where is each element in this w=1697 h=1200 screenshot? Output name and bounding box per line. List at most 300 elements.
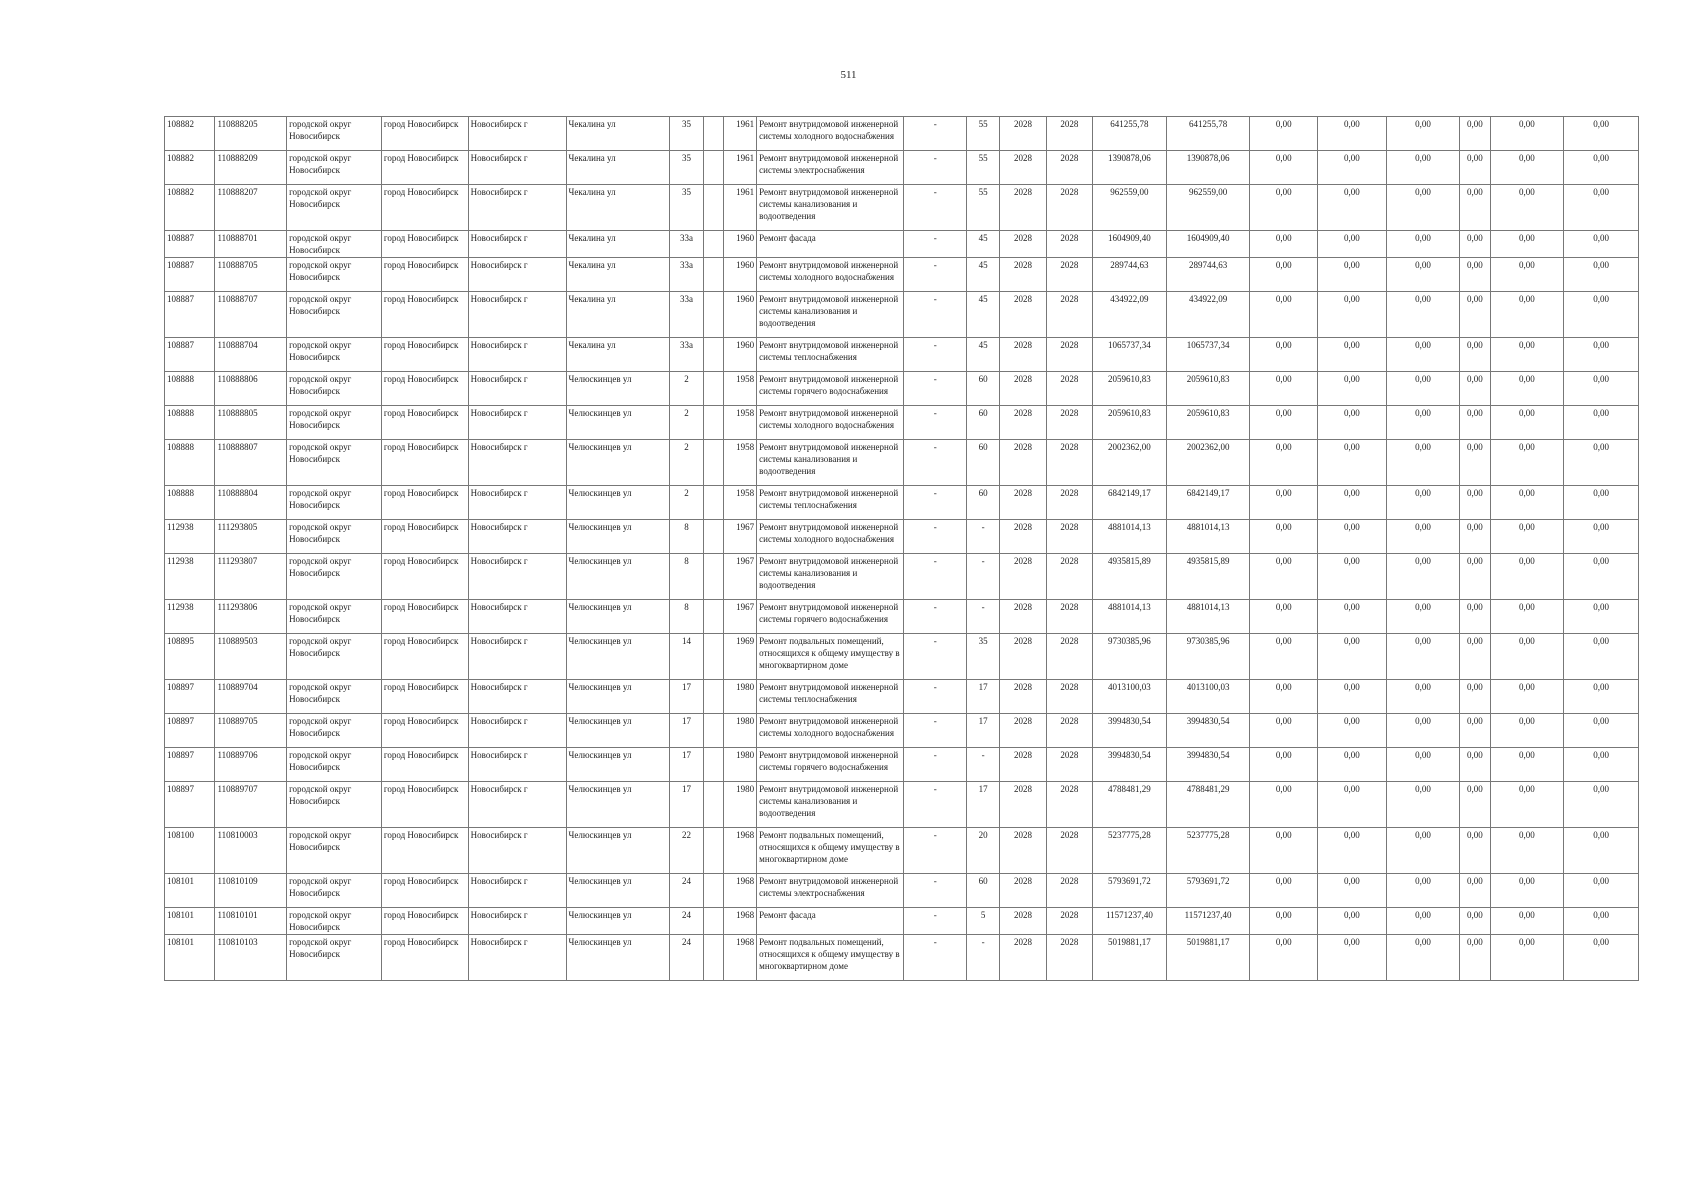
fund-1-cell: 0,00 xyxy=(1250,292,1318,338)
work-code-cell: 110810003 xyxy=(215,828,287,874)
wear-cell: 17 xyxy=(966,680,999,714)
plan-year-cell: 2028 xyxy=(1000,151,1046,185)
fund-3-cell: 0,00 xyxy=(1386,338,1460,372)
work-type-cell: Ремонт фасада xyxy=(757,908,904,935)
table-row xyxy=(165,554,1639,600)
work-type-cell: Ремонт внутридомовой инженерной системы горячего водоснабжения xyxy=(757,372,904,406)
municipal-district-cell: городской округ Новосибирск xyxy=(287,634,382,680)
table-row xyxy=(165,828,1639,874)
settlement-cell: город Новосибирск xyxy=(381,117,468,151)
settlement-cell: город Новосибирск xyxy=(381,338,468,372)
year-cell: 1967 xyxy=(723,554,756,600)
plan-year-cell: 2028 xyxy=(1000,520,1046,554)
settlement-cell: город Новосибирск xyxy=(381,600,468,634)
row-id-cell: 108887 xyxy=(165,338,215,372)
fund-3-cell: 0,00 xyxy=(1386,634,1460,680)
work-code-cell: 110810109 xyxy=(215,874,287,908)
work-code-cell: 110888701 xyxy=(215,231,287,258)
dash-cell: - xyxy=(904,874,967,908)
year-cell: 1958 xyxy=(723,406,756,440)
settlement-cell: город Новосибирск xyxy=(381,372,468,406)
fund-2-cell: 0,00 xyxy=(1318,151,1387,185)
street-cell: Челюскинцев ул xyxy=(566,908,670,935)
wear-cell: - xyxy=(966,554,999,600)
end-year-cell: 2028 xyxy=(1046,372,1092,406)
fund-6-cell: 0,00 xyxy=(1564,782,1639,828)
city-cell: Новосибирск г xyxy=(468,874,566,908)
work-code-cell: 110889706 xyxy=(215,748,287,782)
year-cell: 1980 xyxy=(723,714,756,748)
fund-5-cell: 0,00 xyxy=(1490,600,1564,634)
fund-3-cell: 0,00 xyxy=(1386,486,1460,520)
fund-3-cell: 0,00 xyxy=(1386,185,1460,231)
work-type-cell: Ремонт подвальных помещений, относящихся к общему имуществу в многоквартирном доме xyxy=(757,935,904,981)
house-cell: 17 xyxy=(670,748,703,782)
house-cell: 24 xyxy=(670,935,703,981)
work-code-cell: 110889705 xyxy=(215,714,287,748)
row-id-cell: 112938 xyxy=(165,554,215,600)
settlement-cell: город Новосибирск xyxy=(381,874,468,908)
year-cell: 1980 xyxy=(723,782,756,828)
dash-cell: - xyxy=(904,231,967,258)
fund-6-cell: 0,00 xyxy=(1564,338,1639,372)
dash-cell: - xyxy=(904,748,967,782)
row-id-cell: 108101 xyxy=(165,935,215,981)
city-cell: Новосибирск г xyxy=(468,338,566,372)
city-cell: Новосибирск г xyxy=(468,406,566,440)
work-type-cell: Ремонт внутридомовой инженерной системы теплоснабжения xyxy=(757,338,904,372)
settlement-cell: город Новосибирск xyxy=(381,554,468,600)
work-code-cell: 111293807 xyxy=(215,554,287,600)
row-id-cell: 112938 xyxy=(165,600,215,634)
fund-3-cell: 0,00 xyxy=(1386,714,1460,748)
fund-3-cell: 0,00 xyxy=(1386,782,1460,828)
building-cell xyxy=(703,372,723,406)
city-cell: Новосибирск г xyxy=(468,520,566,554)
cost-cell: 1390878,06 xyxy=(1166,151,1250,185)
street-cell: Чекалина ул xyxy=(566,151,670,185)
plan-year-cell: 2028 xyxy=(1000,292,1046,338)
settlement-cell: город Новосибирск xyxy=(381,680,468,714)
building-cell xyxy=(703,231,723,258)
settlement-cell: город Новосибирск xyxy=(381,634,468,680)
end-year-cell: 2028 xyxy=(1046,874,1092,908)
dash-cell: - xyxy=(904,372,967,406)
work-code-cell: 110888707 xyxy=(215,292,287,338)
building-cell xyxy=(703,748,723,782)
fund-1-cell: 0,00 xyxy=(1250,486,1318,520)
row-id-cell: 108895 xyxy=(165,634,215,680)
end-year-cell: 2028 xyxy=(1046,185,1092,231)
settlement-cell: город Новосибирск xyxy=(381,440,468,486)
fund-2-cell: 0,00 xyxy=(1318,185,1387,231)
cost-cell: 4881014,13 xyxy=(1166,520,1250,554)
street-cell: Челюскинцев ул xyxy=(566,372,670,406)
city-cell: Новосибирск г xyxy=(468,486,566,520)
building-cell xyxy=(703,680,723,714)
work-code-cell: 110888806 xyxy=(215,372,287,406)
house-cell: 8 xyxy=(670,520,703,554)
fund-4-cell: 0,00 xyxy=(1460,185,1490,231)
cost-cell: 4935815,89 xyxy=(1166,554,1250,600)
fund-2-cell: 0,00 xyxy=(1318,634,1387,680)
row-id-cell: 108888 xyxy=(165,486,215,520)
fund-5-cell: 0,00 xyxy=(1490,117,1564,151)
cost-cell: 5793691,72 xyxy=(1166,874,1250,908)
cost-cell: 1065737,34 xyxy=(1166,338,1250,372)
work-code-cell: 110888805 xyxy=(215,406,287,440)
end-year-cell: 2028 xyxy=(1046,258,1092,292)
year-cell: 1961 xyxy=(723,117,756,151)
plan-year-cell: 2028 xyxy=(1000,935,1046,981)
city-cell: Новосибирск г xyxy=(468,908,566,935)
municipal-district-cell: городской округ Новосибирск xyxy=(287,520,382,554)
building-cell xyxy=(703,874,723,908)
building-cell xyxy=(703,151,723,185)
table-row xyxy=(165,117,1639,151)
fund-4-cell: 0,00 xyxy=(1460,117,1490,151)
year-cell: 1980 xyxy=(723,748,756,782)
cost-cell: 9730385,96 xyxy=(1166,634,1250,680)
row-id-cell: 108101 xyxy=(165,874,215,908)
fund-4-cell: 0,00 xyxy=(1460,554,1490,600)
fund-4-cell: 0,00 xyxy=(1460,600,1490,634)
municipal-district-cell: городской округ Новосибирск xyxy=(287,748,382,782)
work-type-cell: Ремонт внутридомовой инженерной системы теплоснабжения xyxy=(757,680,904,714)
fund-5-cell: 0,00 xyxy=(1490,782,1564,828)
end-year-cell: 2028 xyxy=(1046,828,1092,874)
year-cell: 1960 xyxy=(723,338,756,372)
fund-6-cell: 0,00 xyxy=(1564,908,1639,935)
fund-5-cell: 0,00 xyxy=(1490,486,1564,520)
house-cell: 33а xyxy=(670,258,703,292)
cost-cell: 11571237,40 xyxy=(1166,908,1250,935)
row-id-cell: 108897 xyxy=(165,714,215,748)
city-cell: Новосибирск г xyxy=(468,600,566,634)
year-cell: 1961 xyxy=(723,151,756,185)
table-row xyxy=(165,486,1639,520)
work-code-cell: 110888807 xyxy=(215,440,287,486)
building-cell xyxy=(703,908,723,935)
fund-2-cell: 0,00 xyxy=(1318,782,1387,828)
house-cell: 33а xyxy=(670,292,703,338)
fund-4-cell: 0,00 xyxy=(1460,292,1490,338)
table-row xyxy=(165,185,1639,231)
plan-year-cell: 2028 xyxy=(1000,634,1046,680)
settlement-cell: город Новосибирск xyxy=(381,151,468,185)
plan-year-cell: 2028 xyxy=(1000,748,1046,782)
street-cell: Челюскинцев ул xyxy=(566,634,670,680)
wear-cell: 60 xyxy=(966,874,999,908)
work-type-cell: Ремонт внутридомовой инженерной системы канализования и водоотведения xyxy=(757,554,904,600)
wear-cell: 5 xyxy=(966,908,999,935)
work-type-cell: Ремонт внутридомовой инженерной системы горячего водоснабжения xyxy=(757,600,904,634)
cost-cell: 5019881,17 xyxy=(1166,935,1250,981)
municipal-district-cell: городской округ Новосибирск xyxy=(287,935,382,981)
street-cell: Челюскинцев ул xyxy=(566,935,670,981)
fund-5-cell: 0,00 xyxy=(1490,935,1564,981)
work-type-cell: Ремонт внутридомовой инженерной системы теплоснабжения xyxy=(757,486,904,520)
end-year-cell: 2028 xyxy=(1046,486,1092,520)
house-cell: 33а xyxy=(670,231,703,258)
table-row xyxy=(165,520,1639,554)
fund-5-cell: 0,00 xyxy=(1490,748,1564,782)
end-year-cell: 2028 xyxy=(1046,151,1092,185)
fund-5-cell: 0,00 xyxy=(1490,828,1564,874)
settlement-cell: город Новосибирск xyxy=(381,406,468,440)
fund-4-cell: 0,00 xyxy=(1460,680,1490,714)
dash-cell: - xyxy=(904,600,967,634)
plan-year-cell: 2028 xyxy=(1000,372,1046,406)
fund-2-cell: 0,00 xyxy=(1318,908,1387,935)
fund-4-cell: 0,00 xyxy=(1460,258,1490,292)
settlement-cell: город Новосибирск xyxy=(381,520,468,554)
city-cell: Новосибирск г xyxy=(468,231,566,258)
fund-3-cell: 0,00 xyxy=(1386,828,1460,874)
work-code-cell: 110810103 xyxy=(215,935,287,981)
total-cost-cell: 2002362,00 xyxy=(1093,440,1167,486)
work-type-cell: Ремонт внутридомовой инженерной системы канализования и водоотведения xyxy=(757,782,904,828)
total-cost-cell: 4013100,03 xyxy=(1093,680,1167,714)
street-cell: Челюскинцев ул xyxy=(566,874,670,908)
dash-cell: - xyxy=(904,440,967,486)
year-cell: 1968 xyxy=(723,935,756,981)
plan-year-cell: 2028 xyxy=(1000,117,1046,151)
cost-cell: 2059610,83 xyxy=(1166,372,1250,406)
street-cell: Челюскинцев ул xyxy=(566,748,670,782)
total-cost-cell: 4881014,13 xyxy=(1093,600,1167,634)
cost-cell: 3994830,54 xyxy=(1166,748,1250,782)
street-cell: Челюскинцев ул xyxy=(566,520,670,554)
fund-4-cell: 0,00 xyxy=(1460,231,1490,258)
plan-year-cell: 2028 xyxy=(1000,828,1046,874)
house-cell: 8 xyxy=(670,554,703,600)
fund-2-cell: 0,00 xyxy=(1318,748,1387,782)
fund-6-cell: 0,00 xyxy=(1564,634,1639,680)
end-year-cell: 2028 xyxy=(1046,714,1092,748)
total-cost-cell: 3994830,54 xyxy=(1093,748,1167,782)
table-row xyxy=(165,231,1639,258)
work-code-cell: 110888804 xyxy=(215,486,287,520)
municipal-district-cell: городской округ Новосибирск xyxy=(287,292,382,338)
table-row xyxy=(165,935,1639,981)
settlement-cell: город Новосибирск xyxy=(381,828,468,874)
fund-5-cell: 0,00 xyxy=(1490,338,1564,372)
building-cell xyxy=(703,440,723,486)
plan-year-cell: 2028 xyxy=(1000,486,1046,520)
municipal-district-cell: городской округ Новосибирск xyxy=(287,440,382,486)
street-cell: Челюскинцев ул xyxy=(566,440,670,486)
fund-4-cell: 0,00 xyxy=(1460,748,1490,782)
table-row xyxy=(165,600,1639,634)
street-cell: Челюскинцев ул xyxy=(566,714,670,748)
fund-2-cell: 0,00 xyxy=(1318,258,1387,292)
fund-1-cell: 0,00 xyxy=(1250,185,1318,231)
row-id-cell: 108887 xyxy=(165,231,215,258)
work-code-cell: 110888704 xyxy=(215,338,287,372)
total-cost-cell: 1065737,34 xyxy=(1093,338,1167,372)
fund-2-cell: 0,00 xyxy=(1318,828,1387,874)
city-cell: Новосибирск г xyxy=(468,258,566,292)
fund-1-cell: 0,00 xyxy=(1250,117,1318,151)
fund-1-cell: 0,00 xyxy=(1250,151,1318,185)
house-cell: 17 xyxy=(670,714,703,748)
cost-cell: 4788481,29 xyxy=(1166,782,1250,828)
row-id-cell: 108882 xyxy=(165,117,215,151)
plan-year-cell: 2028 xyxy=(1000,231,1046,258)
fund-1-cell: 0,00 xyxy=(1250,258,1318,292)
fund-2-cell: 0,00 xyxy=(1318,406,1387,440)
fund-4-cell: 0,00 xyxy=(1460,151,1490,185)
dash-cell: - xyxy=(904,634,967,680)
settlement-cell: город Новосибирск xyxy=(381,782,468,828)
row-id-cell: 108888 xyxy=(165,372,215,406)
dash-cell: - xyxy=(904,935,967,981)
dash-cell: - xyxy=(904,714,967,748)
building-cell xyxy=(703,554,723,600)
fund-4-cell: 0,00 xyxy=(1460,828,1490,874)
plan-year-cell: 2028 xyxy=(1000,554,1046,600)
row-id-cell: 108897 xyxy=(165,782,215,828)
work-type-cell: Ремонт внутридомовой инженерной системы канализования и водоотведения xyxy=(757,292,904,338)
building-cell xyxy=(703,782,723,828)
building-cell xyxy=(703,406,723,440)
fund-3-cell: 0,00 xyxy=(1386,520,1460,554)
wear-cell: 17 xyxy=(966,714,999,748)
fund-1-cell: 0,00 xyxy=(1250,935,1318,981)
row-id-cell: 108888 xyxy=(165,406,215,440)
fund-4-cell: 0,00 xyxy=(1460,486,1490,520)
fund-2-cell: 0,00 xyxy=(1318,338,1387,372)
fund-5-cell: 0,00 xyxy=(1490,520,1564,554)
fund-1-cell: 0,00 xyxy=(1250,748,1318,782)
work-code-cell: 110888207 xyxy=(215,185,287,231)
fund-4-cell: 0,00 xyxy=(1460,634,1490,680)
building-cell xyxy=(703,338,723,372)
work-code-cell: 110888205 xyxy=(215,117,287,151)
municipal-district-cell: городской округ Новосибирск xyxy=(287,874,382,908)
settlement-cell: город Новосибирск xyxy=(381,714,468,748)
fund-2-cell: 0,00 xyxy=(1318,440,1387,486)
end-year-cell: 2028 xyxy=(1046,634,1092,680)
fund-1-cell: 0,00 xyxy=(1250,520,1318,554)
building-cell xyxy=(703,486,723,520)
fund-2-cell: 0,00 xyxy=(1318,231,1387,258)
fund-2-cell: 0,00 xyxy=(1318,292,1387,338)
row-id-cell: 108897 xyxy=(165,748,215,782)
total-cost-cell: 2059610,83 xyxy=(1093,372,1167,406)
cost-cell: 6842149,17 xyxy=(1166,486,1250,520)
building-cell xyxy=(703,634,723,680)
work-type-cell: Ремонт внутридомовой инженерной системы горячего водоснабжения xyxy=(757,748,904,782)
table-row xyxy=(165,151,1639,185)
table-row xyxy=(165,782,1639,828)
fund-5-cell: 0,00 xyxy=(1490,185,1564,231)
house-cell: 35 xyxy=(670,151,703,185)
fund-3-cell: 0,00 xyxy=(1386,372,1460,406)
end-year-cell: 2028 xyxy=(1046,292,1092,338)
house-cell: 17 xyxy=(670,782,703,828)
fund-1-cell: 0,00 xyxy=(1250,554,1318,600)
fund-5-cell: 0,00 xyxy=(1490,908,1564,935)
street-cell: Челюскинцев ул xyxy=(566,554,670,600)
building-cell xyxy=(703,117,723,151)
street-cell: Чекалина ул xyxy=(566,258,670,292)
fund-4-cell: 0,00 xyxy=(1460,440,1490,486)
house-cell: 22 xyxy=(670,828,703,874)
wear-cell: - xyxy=(966,748,999,782)
fund-3-cell: 0,00 xyxy=(1386,554,1460,600)
municipal-district-cell: городской округ Новосибирск xyxy=(287,828,382,874)
total-cost-cell: 434922,09 xyxy=(1093,292,1167,338)
cost-cell: 434922,09 xyxy=(1166,292,1250,338)
municipal-district-cell: городской округ Новосибирск xyxy=(287,486,382,520)
wear-cell: 45 xyxy=(966,258,999,292)
dash-cell: - xyxy=(904,185,967,231)
table-row xyxy=(165,440,1639,486)
fund-2-cell: 0,00 xyxy=(1318,554,1387,600)
fund-3-cell: 0,00 xyxy=(1386,117,1460,151)
fund-4-cell: 0,00 xyxy=(1460,782,1490,828)
building-cell xyxy=(703,714,723,748)
street-cell: Чекалина ул xyxy=(566,338,670,372)
house-cell: 33а xyxy=(670,338,703,372)
year-cell: 1968 xyxy=(723,828,756,874)
work-register-table xyxy=(164,116,1639,981)
wear-cell: 60 xyxy=(966,406,999,440)
row-id-cell: 108887 xyxy=(165,292,215,338)
wear-cell: 60 xyxy=(966,440,999,486)
end-year-cell: 2028 xyxy=(1046,782,1092,828)
work-type-cell: Ремонт внутридомовой инженерной системы канализования и водоотведения xyxy=(757,185,904,231)
fund-5-cell: 0,00 xyxy=(1490,231,1564,258)
cost-cell: 4881014,13 xyxy=(1166,600,1250,634)
plan-year-cell: 2028 xyxy=(1000,185,1046,231)
cost-cell: 3994830,54 xyxy=(1166,714,1250,748)
table-row xyxy=(165,258,1639,292)
fund-3-cell: 0,00 xyxy=(1386,748,1460,782)
wear-cell: 55 xyxy=(966,185,999,231)
year-cell: 1969 xyxy=(723,634,756,680)
municipal-district-cell: городской округ Новосибирск xyxy=(287,782,382,828)
fund-3-cell: 0,00 xyxy=(1386,908,1460,935)
fund-4-cell: 0,00 xyxy=(1460,406,1490,440)
cost-cell: 289744,63 xyxy=(1166,258,1250,292)
year-cell: 1960 xyxy=(723,292,756,338)
fund-6-cell: 0,00 xyxy=(1564,874,1639,908)
house-cell: 8 xyxy=(670,600,703,634)
fund-3-cell: 0,00 xyxy=(1386,258,1460,292)
plan-year-cell: 2028 xyxy=(1000,680,1046,714)
year-cell: 1958 xyxy=(723,486,756,520)
work-code-cell: 110889707 xyxy=(215,782,287,828)
plan-year-cell: 2028 xyxy=(1000,406,1046,440)
fund-1-cell: 0,00 xyxy=(1250,231,1318,258)
work-type-cell: Ремонт фасада xyxy=(757,231,904,258)
end-year-cell: 2028 xyxy=(1046,600,1092,634)
city-cell: Новосибирск г xyxy=(468,748,566,782)
total-cost-cell: 2059610,83 xyxy=(1093,406,1167,440)
end-year-cell: 2028 xyxy=(1046,338,1092,372)
dash-cell: - xyxy=(904,554,967,600)
dash-cell: - xyxy=(904,258,967,292)
street-cell: Челюскинцев ул xyxy=(566,680,670,714)
work-type-cell: Ремонт внутридомовой инженерной системы холодного водоснабжения xyxy=(757,117,904,151)
plan-year-cell: 2028 xyxy=(1000,714,1046,748)
settlement-cell: город Новосибирск xyxy=(381,258,468,292)
house-cell: 17 xyxy=(670,680,703,714)
city-cell: Новосибирск г xyxy=(468,151,566,185)
